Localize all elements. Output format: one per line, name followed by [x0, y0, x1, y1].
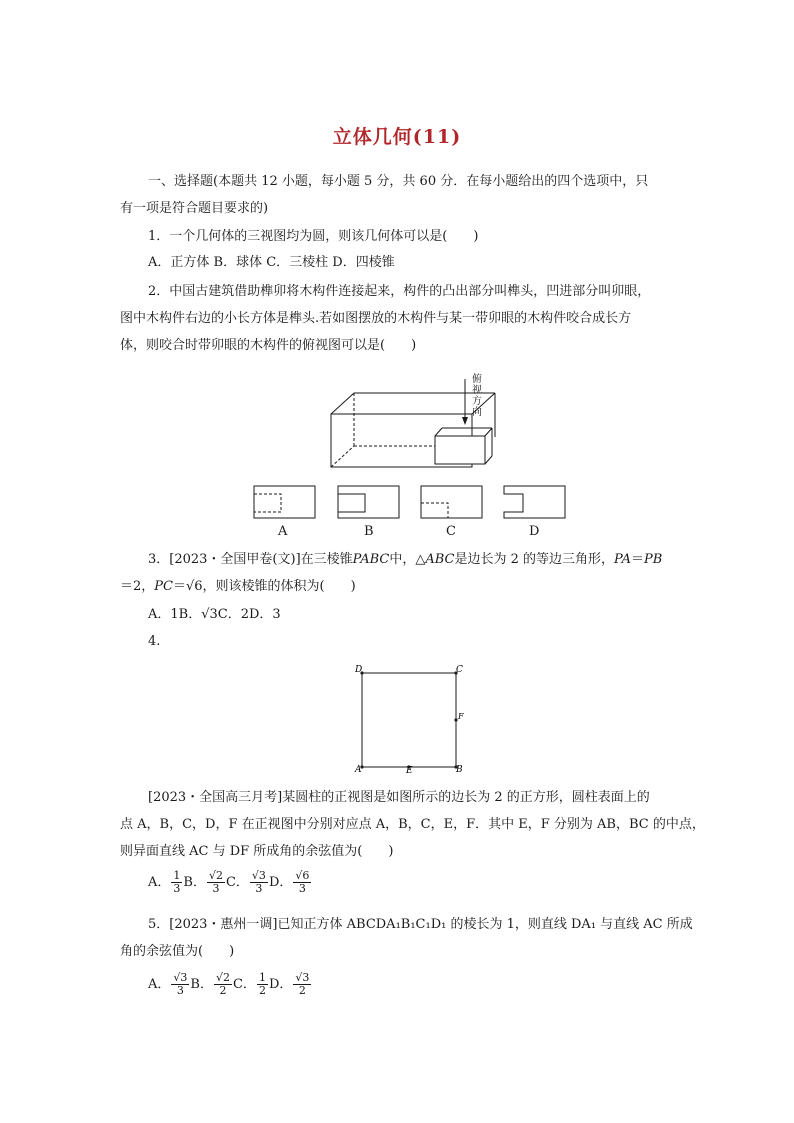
q5-opt-c: C．: [232, 977, 256, 992]
q2-line3: 体，则咬合时带卯眼的木构件的俯视图可以是( ): [120, 338, 417, 353]
q4-opt-b-frac: [207, 870, 225, 895]
q4-opt-b-num: √2: [208, 869, 223, 882]
q5-opt-c-num: 1: [258, 971, 266, 984]
choice-a-label: A: [278, 524, 288, 539]
view-direction-char: 向: [472, 407, 482, 418]
square-figure: [352, 660, 472, 778]
q4-opt-c-frac: [250, 870, 268, 895]
q4-options: [148, 870, 312, 895]
q3-text: ＝: [630, 552, 644, 567]
q3-var: PABC: [352, 552, 390, 567]
view-direction-char: 方: [472, 396, 482, 407]
q5-opt-d: D．: [268, 977, 293, 992]
view-direction-char: 俯: [472, 374, 482, 385]
q5-opt-a-num: √3: [173, 971, 188, 984]
q5-line1: 5．[2023・惠州一调]已知正方体 ABCDA₁B₁C₁D₁ 的棱长为 1，则直线 DA₁ 与直线 AC 所成: [148, 917, 693, 932]
q5-opt-b-num: √2: [215, 971, 230, 984]
q1-options: A．正方体 B．球体 C．三棱柱 D．四棱锥: [148, 255, 395, 270]
q4-line1: [2023・全国高三月考]某圆柱的正视图是如图所示的边长为 2 的正方形，圆柱表面上的: [148, 790, 650, 805]
q5-opt-c-frac: [257, 972, 268, 997]
q2-line1: 2．中国古建筑借助榫卯将木构件连接起来，构件的凸出部分叫榫头，凹进部分叫卯眼，: [148, 284, 651, 299]
q5-opt-d-frac: [293, 972, 311, 997]
vertex-label-e: E: [406, 766, 413, 776]
q4-opt-b: B．: [183, 875, 206, 890]
q1-stem: 1．一个几何体的三视图均为圆，则该几何体可以是( ): [148, 229, 479, 244]
q4-opt-b-den: 3: [212, 882, 220, 895]
q4-opt-d-frac: [293, 870, 311, 895]
q5-line2: 角的余弦值为( ): [120, 944, 235, 959]
vertex-label-b: B: [456, 765, 463, 775]
view-direction-label: [470, 374, 484, 418]
section-heading-line1: 一、选择题(本题共 12 小题，每小题 5 分，共 60 分．在每小题给出的四个选项中，只: [148, 174, 649, 189]
q4-opt-d-den: 3: [298, 882, 306, 895]
q3-text: ＝√6，则该棱锥的体积为( ): [172, 579, 356, 594]
choice-c-label: C: [446, 524, 456, 539]
choice-d-figure: [503, 485, 567, 521]
choice-b-figure: [337, 485, 401, 521]
q5-opt-a-frac: [171, 972, 189, 997]
q5-opt-b: B．: [190, 977, 213, 992]
q3-text: 是边长为 2 的等边三角形，: [454, 552, 615, 567]
q4-opt-a-den: 3: [173, 882, 181, 895]
q4-line3: 则异面直线 AC 与 DF 所成角的余弦值为( ): [120, 844, 394, 859]
q4-opt-c: C．: [225, 875, 249, 890]
q3-var: ABC: [425, 552, 455, 567]
q4-opt-d: D．: [268, 875, 293, 890]
q5-opt-b-frac: [214, 972, 232, 997]
page-title: 立体几何(11): [332, 126, 462, 148]
q3-options: A．1B．√3C．2D．3: [148, 607, 281, 622]
q4-number: 4.: [148, 634, 161, 649]
q4-opt-a: A．: [148, 875, 171, 890]
vertex-label-d: D: [355, 665, 363, 675]
q3-text: 3．[2023・全国甲卷(文)]在三棱锥: [148, 552, 353, 567]
choice-d-label: D: [529, 524, 540, 539]
q3-text: 中，△: [389, 552, 426, 567]
vertex-label-f: F: [458, 712, 464, 721]
vertex-label-a: A: [355, 765, 362, 775]
q3-line1: [148, 550, 662, 570]
q5-opt-b-den: 2: [219, 984, 227, 997]
q3-var: PA: [614, 552, 631, 567]
q4-opt-a-num: 1: [173, 869, 181, 882]
q4-line2: 点 A，B，C，D，F 在正视图中分别对应点 A，B，C，E，F．其中 E，F 分别为 AB，BC 的中点，: [120, 817, 705, 832]
q5-opt-d-num: √3: [295, 971, 310, 984]
q5-opt-c-den: 2: [258, 984, 266, 997]
q2-line2: 图中木构件右边的小长方体是榫头.若如图摆放的木构件与某一带卯眼的木构件咬合成长方: [120, 311, 632, 326]
q4-opt-c-den: 3: [255, 882, 263, 895]
q4-opt-c-num: √3: [251, 869, 266, 882]
q4-opt-a-frac: [171, 870, 182, 895]
choice-b-label: B: [364, 524, 374, 539]
q5-options: [148, 972, 312, 997]
vertex-label-c: C: [456, 665, 463, 675]
q5-opt-a: A．: [148, 977, 171, 992]
section-heading-line2: 有一项是符合题目要求的): [120, 201, 269, 216]
q3-var: PC: [154, 579, 173, 594]
q5-opt-d-den: 2: [298, 984, 306, 997]
choice-a-figure: [253, 485, 317, 521]
q4-opt-d-num: √6: [295, 869, 310, 882]
q3-var: PB: [644, 552, 663, 567]
q3-text: ＝2，: [120, 579, 155, 594]
view-direction-char: 视: [472, 385, 482, 396]
q5-opt-a-den: 3: [176, 984, 184, 997]
choice-c-figure: [420, 485, 484, 521]
q3-line2: [120, 577, 356, 597]
